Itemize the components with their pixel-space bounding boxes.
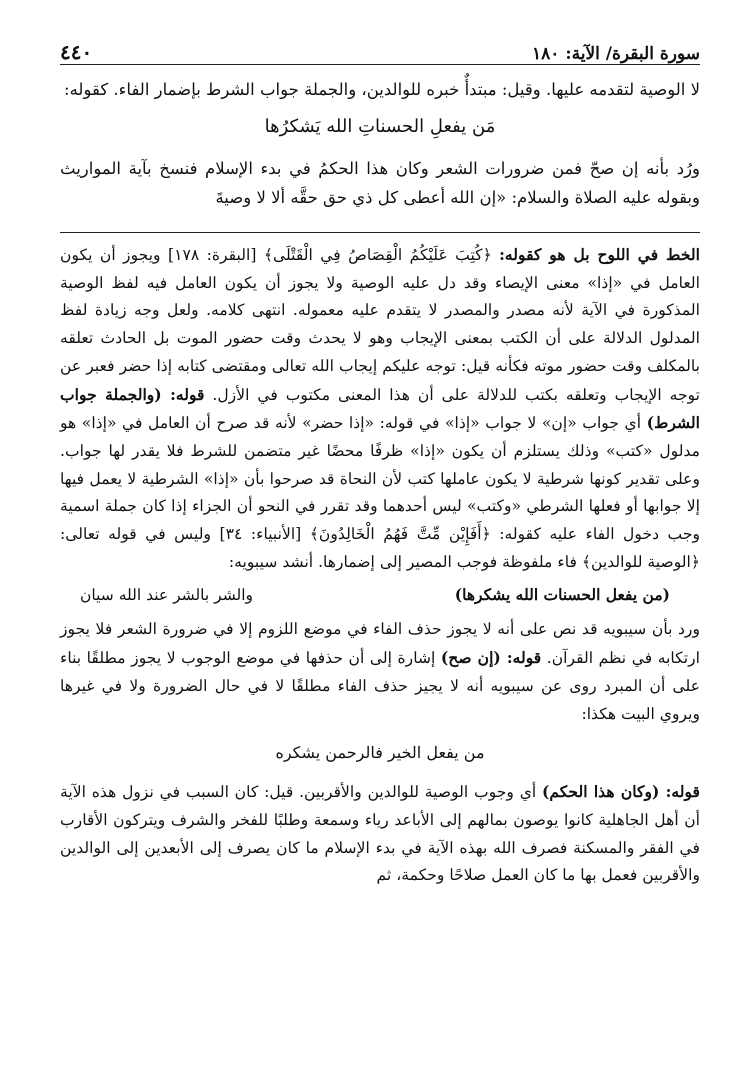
quran-quote: ﴿أَفَإِيْن مِّتَّ فَهُمُ الْخَالِدُونَ﴾: [309, 525, 491, 544]
commentary-text: إشارة إلى أن حذفها في موضع الوجوب لا يجوز مطلقًا بناء على أن المبرد روى عن سيبويه أنه لا يجيز حذف الفاء مطلقًا لا في حال الضرورة ولا في غيرها ويروي البيت هكذا:: [60, 649, 700, 723]
quran-quote: ﴿كُتِبَ عَلَيْكُمُ الْقِصَاصُ فِي الْقَتْلَى﴾: [263, 246, 492, 264]
running-title: سورة البقرة/ الآية: ١٨٠: [532, 44, 700, 64]
keyword-phrase: قوله: (وكان هذا الحكم): [542, 782, 700, 802]
commentary-text: [البقرة: ١٧٨] ويجوز أن يكون العامل في «إذا» معنى الإيصاء وقد دل عليه الوصية ولا يجوز أن يكون العامل فيه لفظ الوصية المذكورة في الآية لأنه مصدر والمصدر لا يتقدم عليه معموله. انتهى كلامه. ولعل وجه زيادة لفظ المدلول الدلالة على أن الكتب بمعنى الإيجاب وهو لا يحدث وقت حضور الموت بل الحادث تعلقه بالمكلف وقت حضور موته فكأنه قيل: توجه عليكم إيجاب الله تعالى ومقتضى كتابه إذا حضر فعبر عن توجه الإيجاب وتعلقه بكتب للدلالة على أن هذا المعنى مكتوب في الأزل.: [60, 246, 701, 404]
poem-line: [80, 580, 670, 610]
page-header: [60, 30, 700, 65]
main-text: [60, 75, 700, 212]
page-number: ٤٤٠: [60, 40, 93, 64]
commentary-section: [60, 241, 700, 890]
commentary-text: أي وجوب الوصية للوالدين والأقربين. قيل: كان السبب في نزول هذه الآية أن أهل الجاهلية كانوا يوصون بمالهم إلى الأباعد رياء وسمعة وطلبًا للفخر والشرف ويتركون الأقارب في الفقر والمسكنة فصرف الله بهذه الآية في بدء الإسلام ما كان يصرف إلى الأبعدين إلى الوالدين والأقربين فعمل بها ما كان العمل صلاحًا وحكمة، ثم: [60, 783, 700, 885]
main-paragraph-1: لا الوصية لتقدمه عليها. وقيل: مبتدأٌ خبره للوالدين، والجملة جواب الشرط بإضمار الفاء. كقوله:: [64, 80, 700, 99]
commentary-paragraph-1: [60, 241, 700, 576]
commentary-paragraph-2: [60, 616, 700, 728]
poetry-verse: مَن يفعلِ الحسناتِ الله يَشكرُها: [264, 116, 496, 137]
poem-second-hemistich: والشر بالشر عند الله سيان: [80, 586, 254, 605]
separator-rule: [60, 232, 700, 233]
commentary-lead: الخط في اللوح بل هو كقوله:: [499, 245, 701, 264]
keyword-phrase: قوله: (إن صح): [440, 648, 542, 668]
commentary-text: أي جواب «إن» لا جواب «إذا» في قوله: «إذا حضر» لأنه قد صرح أن العامل في «إذا» هو مدلول «كتب» وذلك يستلزم أن يكون «إذا» ظرفًا محضًا غير متضمن للشرط فلا يقدر لها جواب. وعلى تقدير كونها شرطية لا يكون عاملها كتب لأن النحاة قد صرحوا بأن «إذا» الشرطية لا يعمل فيها إلا جوابها أو فعلها الشرطي «وكتب» ليس أحدهما وقد تقرر في النحو أن الجزاء إذا كان جملة اسمية وجب دخول الفاء عليه كقوله:: [60, 414, 700, 544]
commentary-text: [الأنبياء: ٣٤] وليس في قوله تعالى: ﴿الوصية للوالدين﴾ فاء ملفوظة فوجب المصير إلى إضمارها. أنشد سيبويه:: [60, 525, 700, 571]
centered-verse: من يفعل الخير فالرحمن يشكره: [275, 743, 485, 763]
book-page: [60, 30, 700, 1070]
keyword-phrase: قوله: (والجملة جواب الشرط): [60, 384, 700, 433]
commentary-text: ورد بأن سيبويه قد نص على أنه لا يجوز حذف الفاء في موضع اللزوم إلا في ضرورة الشعر فلا يجوز ارتكابه في نظم القرآن.: [60, 620, 700, 668]
poem-first-hemistich: (من يفعل الحسنات الله يشكرها): [454, 585, 670, 605]
main-paragraph-2: ورُد بأنه إن صحّ فمن ضرورات الشعر وكان هذا الحكمُ في بدء الإسلام فنسخ بآية المواريث وبقوله عليه الصلاة والسلام: «إن الله أعطى كل ذي حق حقَّه ألا لا وصيةَ: [60, 159, 700, 207]
commentary-paragraph-3: [60, 778, 700, 890]
